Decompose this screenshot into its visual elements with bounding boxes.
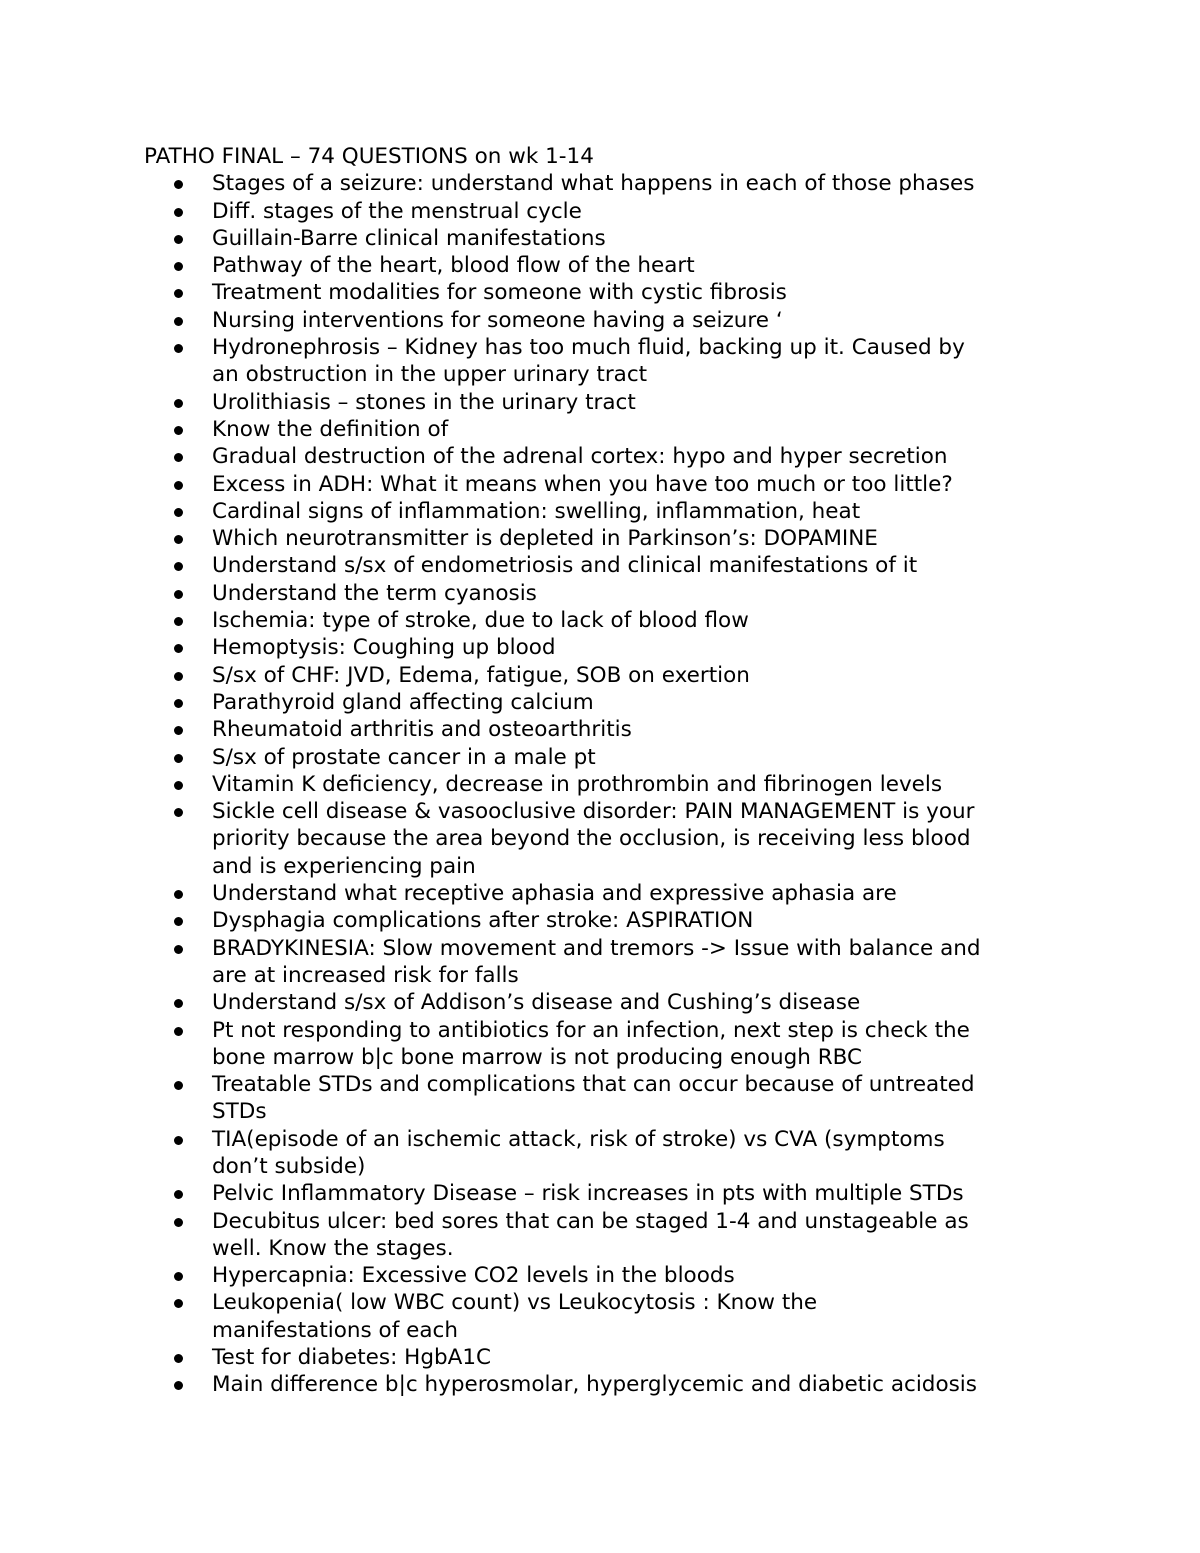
list-item-text: Understand s/sx of Addison’s disease and Cushing’s disease [212,990,861,1016]
list-item-text: TIA(episode of an ischemic attack, risk of stroke) vs CVA (symptoms don’t subside) [212,1126,945,1179]
list-item-text: Vitamin K deficiency, decrease in prothrombin and fibrinogen levels [212,771,943,797]
list-item [144,989,1074,1016]
bullet-dot-icon [174,180,183,189]
bullet-dot-icon [174,262,183,271]
list-item [144,689,1074,716]
bullet-dot-icon [174,1381,183,1390]
bullet-dot-icon [174,1081,183,1090]
list-item-text: Diff. stages of the menstrual cycle [212,198,582,224]
list-item-text: Pathway of the heart, blood flow of the heart [212,253,695,279]
list-item-text: Treatable STDs and complications that can occur because of untreated STDs [212,1072,975,1125]
list-item [144,798,1074,880]
bullet-dot-icon [174,1354,183,1363]
bullet-dot-icon [174,1136,183,1145]
bullet-dot-icon [174,1272,183,1281]
bullet-dot-icon [174,644,183,653]
bullet-dot-icon [174,781,183,790]
list-item-text: Understand s/sx of endometriosis and clinical manifestations of it [212,553,918,579]
list-item [144,1262,1074,1289]
list-item-text: S/sx of prostate cancer in a male pt [212,744,596,770]
list-item [144,389,1074,416]
bullet-dot-icon [174,481,183,490]
bullet-dot-icon [174,1218,183,1227]
list-item-text: Rheumatoid arthritis and osteoarthritis [212,717,632,743]
list-item-text: BRADYKINESIA: Slow movement and tremors -> Issue with balance and are at increased risk for falls [212,935,981,988]
list-item-text: Test for diabetes: HgbA1C [212,1345,492,1371]
list-item [144,252,1074,279]
bullet-dot-icon [174,808,183,817]
list-item [144,1344,1074,1371]
list-item-text: Understand what receptive aphasia and expressive aphasia are [212,881,897,907]
document-title: PATHO FINAL – 74 QUESTIONS on wk 1-14 [144,144,594,169]
list-item [144,744,1074,771]
bullet-dot-icon [174,535,183,544]
list-item [144,279,1074,306]
list-item [144,1071,1074,1126]
list-item-text: Pelvic Inflammatory Disease – risk increases in pts with multiple STDs [212,1181,964,1207]
list-item-text: Gradual destruction of the adrenal cortex: hypo and hyper secretion [212,444,948,470]
list-item-text: Decubitus ulcer: bed sores that can be staged 1-4 and unstageable as well. Know the stages. [212,1208,969,1261]
list-item-text: Excess in ADH: What it means when you have too much or too little? [212,471,953,497]
list-item [144,634,1074,661]
bullet-dot-icon [174,562,183,571]
list-item [144,607,1074,634]
bullet-dot-icon [174,917,183,926]
list-item [144,1289,1074,1344]
list-item [144,307,1074,334]
bullet-dot-icon [174,945,183,954]
list-item-text: Parathyroid gland affecting calcium [212,689,594,715]
bullet-dot-icon [174,317,183,326]
list-item-text: Treatment modalities for someone with cystic fibrosis [212,280,787,306]
bullet-dot-icon [174,617,183,626]
list-item [144,416,1074,443]
list-item-text: Urolithiasis – stones in the urinary tract [212,389,636,415]
bullet-dot-icon [174,590,183,599]
list-item-text: Nursing interventions for someone having a seizure ‘ [212,307,783,333]
list-item [144,771,1074,798]
bullet-dot-icon [174,1299,183,1308]
bullet-dot-icon [174,508,183,517]
list-item [144,1017,1074,1072]
list-item [144,1371,1074,1398]
list-item [144,498,1074,525]
bullet-dot-icon [174,426,183,435]
list-item [144,552,1074,579]
bullet-dot-icon [174,754,183,763]
bullet-dot-icon [174,453,183,462]
list-item-text: Cardinal signs of inflammation: swelling, inflammation, heat [212,498,861,524]
list-item-text: S/sx of CHF: JVD, Edema, fatigue, SOB on exertion [212,662,750,688]
bullet-dot-icon [174,344,183,353]
list-item-text: Understand the term cyanosis [212,580,537,606]
list-item-text: Leukopenia( low WBC count) vs Leukocytosis : Know the manifestations of each [212,1290,818,1343]
bullet-dot-icon [174,1027,183,1036]
list-item-text: Hemoptysis: Coughing up blood [212,635,556,661]
bullet-dot-icon [174,1190,183,1199]
list-item [144,880,1074,907]
list-item-text: Which neurotransmitter is depleted in Parkinson’s: DOPAMINE [212,526,878,552]
bullet-dot-icon [174,208,183,217]
list-item [144,525,1074,552]
bullet-dot-icon [174,890,183,899]
list-item-text: Stages of a seizure: understand what happens in each of those phases [212,171,975,197]
list-item [144,198,1074,225]
list-item-text: Sickle cell disease & vasooclusive disorder: PAIN MANAGEMENT is your priority because the area beyond the occlusion, is receiving less blood and is experiencing pain [212,799,975,879]
list-item [144,716,1074,743]
list-item-text: Hypercapnia: Excessive CO2 levels in the bloods [212,1263,735,1289]
bullet-dot-icon [174,672,183,681]
list-item [144,662,1074,689]
bullet-dot-icon [174,399,183,408]
list-item-text: Dysphagia complications after stroke: ASPIRATION [212,908,754,934]
bullet-dot-icon [174,235,183,244]
bullet-dot-icon [174,726,183,735]
list-item [144,443,1074,470]
list-item [144,1126,1074,1181]
bullet-dot-icon [174,289,183,298]
bullet-list [144,170,1074,1398]
list-item [144,907,1074,934]
list-item-text: Main difference b|c hyperosmolar, hyperglycemic and diabetic acidosis [212,1372,977,1398]
list-item [144,170,1074,197]
document-body [144,143,1074,1399]
list-item [144,471,1074,498]
list-item-text: Know the definition of [212,416,449,442]
list-item-text: Guillain-Barre clinical manifestations [212,225,606,251]
bullet-dot-icon [174,999,183,1008]
bullet-dot-icon [174,699,183,708]
list-item [144,1208,1074,1263]
list-item [144,1180,1074,1207]
list-item [144,580,1074,607]
list-item-text: Hydronephrosis – Kidney has too much fluid, backing up it. Caused by an obstruction in the upper urinary tract [212,335,965,388]
list-item [144,935,1074,990]
list-item-text: Ischemia: type of stroke, due to lack of blood flow [212,608,749,634]
list-item [144,225,1074,252]
list-item-text: Pt not responding to antibiotics for an infection, next step is check the bone marrow b|c bone marrow is not producing enough RBC [212,1017,970,1070]
list-item [144,334,1074,389]
